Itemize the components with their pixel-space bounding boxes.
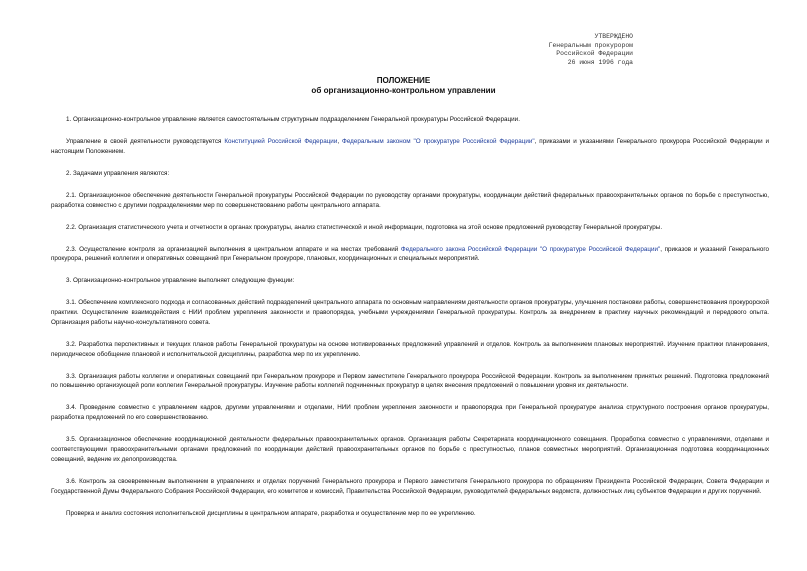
- approval-line-date: 26 июня 1996 года: [567, 58, 633, 66]
- prosecution-law-link[interactable]: Федеральным законом "О прокуратуре Российской Федерации": [342, 137, 535, 145]
- paragraph-2-separator: ,: [337, 137, 343, 145]
- paragraph-7: 3. Организационно-контрольное управление выполняет следующие функции:: [66, 277, 295, 285]
- paragraph-5: 2.2. Организация статистического учета и отчетности в органах прокуратуры, анализ статистической и иной информации, подготовка на этой основе предложений руководству Генеральной прокуратуры.: [66, 223, 663, 231]
- paragraph-6-text-after: , приказов и указаний Генерального прокурора, решений коллегии и оперативных совещаний при Генеральном прокуроре, плановых, координационных и специальных мероприятий.: [51, 245, 769, 263]
- paragraph-8: 3.1. Обеспечение комплексного подхода и согласованных действий подразделений центрального аппарата по основным направлениям деятельности органов прокуратуры, улучшения постановки работы, совершенствования прокурорской практики. Осуществление взаимодействия с НИИ проблем укрепления законности и правопорядка, учебными учреждениями Генеральной прокуратуры. Контроль за внедрением в практику научных рекомендаций и передового опыта. Организация работы научно-консультативного совета.: [51, 299, 769, 326]
- paragraph-12: 3.5. Организационное обеспечение координационной деятельности федеральных правоохранительных органов. Организация работы Секретариата координационного совещания. Проработка совместно с управлениями, отделами и соответствующими правоохранительными органами предложений по координации действий правоохранительных органов по борьбе с преступностью, планов совместных мероприятий. Организационная подготовка координационных совещаний, ведение их делопроизводства.: [51, 436, 769, 463]
- paragraph-10: 3.3. Организация работы коллегии и оперативных совещаний при Генеральном прокуроре и Первом заместителе Генерального прокурора Российской Федерации. Контроль за выполнением принятых решений. Подготовка предложений по повышению организующей роли коллегии Генеральной прокуратуры. Изучение работы коллегий подчиненных прокуратур в целях внесения предложений о повышении уровня их деятельности.: [51, 372, 769, 390]
- approval-stamp: [549, 33, 633, 67]
- paragraph-3: 2. Задачами управления являются:: [66, 169, 170, 177]
- paragraph-6-text-before: 2.3. Осуществление контроля за организацией выполнения в центральном аппарате и на местах требований: [66, 245, 401, 253]
- federal-law-link[interactable]: Федерального закона Российской Федерации "О прокуратуре Российской Федерации": [400, 245, 661, 253]
- document-title: [0, 76, 807, 96]
- title-line-1: ПОЛОЖЕНИЕ: [376, 76, 431, 85]
- document-body: [51, 115, 769, 531]
- paragraph-11: 3.4. Проведение совместно с управлением кадров, другими управлениями и отделами, НИИ проблем укрепления законности и правопорядка при Генеральной прокуратуре анализа структурного построения органов прокуратуры, разработка предложений по его совершенствованию.: [51, 404, 769, 422]
- paragraph-2: [51, 137, 769, 157]
- paragraph-13: 3.6. Контроль за своевременным выполнением в управлениях и отделах поручений Генерального прокурора и Первого заместителя Генерального прокурора по обращениям Президента Российской Федерации, Совета Федерации и Государственной Думы Федерального Собрания Российской Федерации, его комитетов и комиссий, Правительства Российской Федерации, руководителей федеральных ведомств, должностных лиц субъектов Федерации и других поручений.: [51, 477, 769, 495]
- paragraph-1: 1. Организационно-контрольное управление является самостоятельным структурным подразделением Генеральной прокуратуры Российской Федерации.: [66, 116, 520, 123]
- paragraph-9: 3.2. Разработка перспективных и текущих планов работы Генеральной прокуратуры на основе мотивированных предложений управлений и отделов. Контроль за выполнением плановых мероприятий. Изучение практики планирования, периодическое обобщение плановой и исполнительской дисциплины, разработка мер по их укреплению.: [51, 340, 769, 358]
- paragraph-2-text-after: , приказами и указаниями Генерального прокурора Российской Федерации и настоящим Положением.: [51, 137, 770, 155]
- paragraph-2-text-before: Управление в своей деятельности руководствуется: [66, 137, 225, 145]
- approval-line-approved: УТВЕРЖДЕНО: [594, 33, 633, 40]
- approval-line-country: Российской Федерации: [556, 50, 633, 58]
- paragraph-6: [51, 245, 769, 265]
- paragraph-14: Проверка и анализ состояния исполнительской дисциплины в центральном аппарате, разработка и осуществление мер по ее укреплению.: [66, 509, 476, 517]
- approval-line-by: Генеральным прокурором: [548, 41, 633, 49]
- paragraph-4: 2.1. Организационное обеспечение деятельности Генеральной прокуратуры Российской Федерации по руководству органами прокуратуры, координации действий федеральных правоохранительных органов по борьбе с преступностью, разработка совместно с другими подразделениями мер по совершенствованию работы центрального аппарата.: [51, 191, 769, 209]
- title-line-2: об организационно-контрольном управлении: [311, 86, 496, 95]
- constitution-link[interactable]: Конституцией Российской Федерации: [224, 137, 338, 145]
